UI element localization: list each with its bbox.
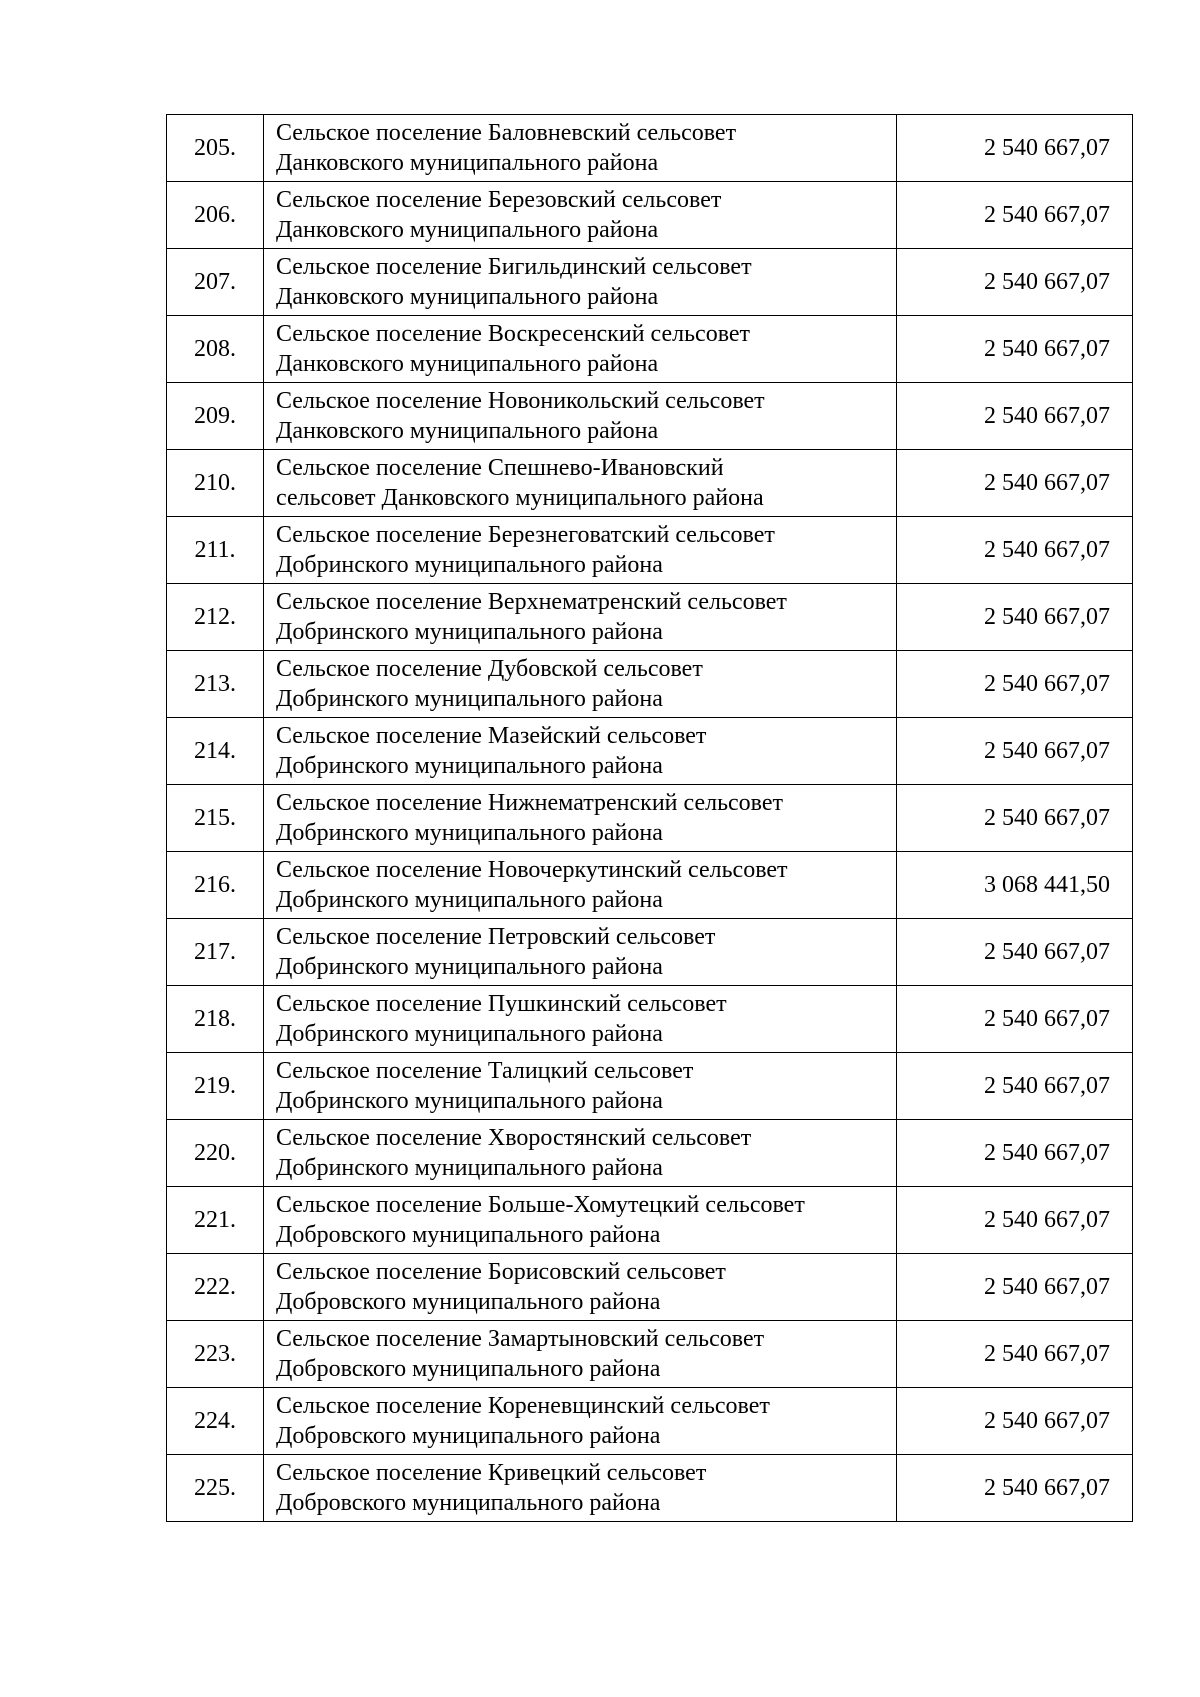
amount: 2 540 667,07 (897, 450, 1133, 517)
settlement-name-line-2: Добринского муниципального района (276, 1021, 663, 1047)
table-row (167, 1321, 1133, 1388)
settlement-name-line-1: Сельское поселение Бигильдинский сельсовет (276, 254, 752, 280)
row-number: 217. (167, 919, 264, 986)
row-number: 213. (167, 651, 264, 718)
row-number: 219. (167, 1053, 264, 1120)
settlement-name (264, 584, 897, 651)
settlement-name-line-2: Данковского муниципального района (276, 284, 659, 310)
settlement-name-line-1: Сельское поселение Березнеговатский сельсовет (276, 522, 775, 548)
table-row (167, 517, 1133, 584)
row-number: 212. (167, 584, 264, 651)
amount: 2 540 667,07 (897, 584, 1133, 651)
table-row (167, 1120, 1133, 1187)
row-number: 205. (167, 115, 264, 182)
settlement-name-line-2: Данковского муниципального района (276, 217, 659, 243)
row-number: 221. (167, 1187, 264, 1254)
amount: 2 540 667,07 (897, 1321, 1133, 1388)
settlement-name-line-2: Добринского муниципального района (276, 1155, 663, 1181)
table-row (167, 316, 1133, 383)
table-row (167, 1254, 1133, 1321)
table-row (167, 1053, 1133, 1120)
row-number: 222. (167, 1254, 264, 1321)
amount: 2 540 667,07 (897, 115, 1133, 182)
settlement-name-line-2: Добринского муниципального района (276, 552, 663, 578)
table-row (167, 115, 1133, 182)
table-row (167, 852, 1133, 919)
amount: 2 540 667,07 (897, 785, 1133, 852)
amount: 2 540 667,07 (897, 383, 1133, 450)
row-number: 218. (167, 986, 264, 1053)
settlement-name-line-2: Добринского муниципального района (276, 820, 663, 846)
row-number: 208. (167, 316, 264, 383)
settlement-name (264, 919, 897, 986)
settlement-name (264, 316, 897, 383)
row-number: 207. (167, 249, 264, 316)
row-number: 224. (167, 1388, 264, 1455)
settlement-name-line-1: Сельское поселение Кривецкий сельсовет (276, 1460, 707, 1486)
amount: 2 540 667,07 (897, 1053, 1133, 1120)
settlement-name-line-2: Добровского муниципального района (276, 1289, 661, 1315)
amount: 2 540 667,07 (897, 986, 1133, 1053)
row-number: 214. (167, 718, 264, 785)
settlement-name-line-2: Добринского муниципального района (276, 686, 663, 712)
table-row (167, 383, 1133, 450)
table-row (167, 584, 1133, 651)
settlement-name-line-2: Добринского муниципального района (276, 619, 663, 645)
table-row (167, 651, 1133, 718)
settlement-name (264, 986, 897, 1053)
settlement-name (264, 182, 897, 249)
settlement-name (264, 450, 897, 517)
settlement-name-line-1: Сельское поселение Петровский сельсовет (276, 924, 716, 950)
settlement-name (264, 249, 897, 316)
settlement-name-line-1: Сельское поселение Березовский сельсовет (276, 187, 722, 213)
settlement-name-line-2: Добровского муниципального района (276, 1490, 661, 1516)
table-row (167, 1455, 1133, 1522)
settlement-name (264, 1388, 897, 1455)
table-row (167, 182, 1133, 249)
row-number: 215. (167, 785, 264, 852)
settlement-name-line-2: Данковского муниципального района (276, 418, 659, 444)
settlement-name-line-2: Данковского муниципального района (276, 351, 659, 377)
amount: 2 540 667,07 (897, 1187, 1133, 1254)
table-row (167, 718, 1133, 785)
amount: 2 540 667,07 (897, 316, 1133, 383)
settlement-name (264, 1321, 897, 1388)
table-row (167, 986, 1133, 1053)
settlement-name (264, 852, 897, 919)
settlement-name-line-1: Сельское поселение Пушкинский сельсовет (276, 991, 727, 1017)
row-number: 220. (167, 1120, 264, 1187)
amount: 2 540 667,07 (897, 1455, 1133, 1522)
settlement-name (264, 1053, 897, 1120)
table-row (167, 785, 1133, 852)
settlement-name-line-2: Добринского муниципального района (276, 753, 663, 779)
settlement-name-line-1: Сельское поселение Воскресенский сельсовет (276, 321, 751, 347)
settlement-name-line-2: Добринского муниципального района (276, 954, 663, 980)
settlement-name-line-1: Сельское поселение Замартыновский сельсовет (276, 1326, 765, 1352)
settlement-name (264, 1254, 897, 1321)
table-row (167, 249, 1133, 316)
settlement-name-line-1: Сельское поселение Нижнематренский сельсовет (276, 790, 784, 816)
amount: 2 540 667,07 (897, 249, 1133, 316)
row-number: 225. (167, 1455, 264, 1522)
settlement-name-line-2: Данковского муниципального района (276, 150, 659, 176)
amount: 2 540 667,07 (897, 919, 1133, 986)
table-body (167, 115, 1133, 1522)
amount: 2 540 667,07 (897, 1388, 1133, 1455)
amount: 2 540 667,07 (897, 1120, 1133, 1187)
settlement-name (264, 115, 897, 182)
row-number: 223. (167, 1321, 264, 1388)
table-row (167, 1388, 1133, 1455)
settlement-name-line-1: Сельское поселение Хворостянский сельсовет (276, 1125, 752, 1151)
amount: 2 540 667,07 (897, 718, 1133, 785)
row-number: 216. (167, 852, 264, 919)
settlement-name-line-1: Сельское поселение Больше-Хомутецкий сельсовет (276, 1192, 805, 1218)
settlement-name-line-1: Сельское поселение Талицкий сельсовет (276, 1058, 694, 1084)
settlement-name (264, 718, 897, 785)
settlement-name-line-1: Сельское поселение Дубовской сельсовет (276, 656, 703, 682)
settlement-name-line-2: Добровского муниципального района (276, 1423, 661, 1449)
settlement-name (264, 1120, 897, 1187)
settlement-name (264, 785, 897, 852)
settlement-name (264, 1187, 897, 1254)
table-row (167, 1187, 1133, 1254)
table-row (167, 919, 1133, 986)
amount: 2 540 667,07 (897, 517, 1133, 584)
settlement-name-line-2: Добринского муниципального района (276, 887, 663, 913)
row-number: 210. (167, 450, 264, 517)
settlement-name (264, 651, 897, 718)
row-number: 206. (167, 182, 264, 249)
amount: 2 540 667,07 (897, 182, 1133, 249)
settlement-name (264, 383, 897, 450)
settlement-name (264, 517, 897, 584)
row-number: 211. (167, 517, 264, 584)
table-row (167, 450, 1133, 517)
settlement-name-line-2: Добровского муниципального района (276, 1356, 661, 1382)
amount: 2 540 667,07 (897, 651, 1133, 718)
settlement-name-line-1: Сельское поселение Мазейский сельсовет (276, 723, 707, 749)
settlement-name-line-2: Добровского муниципального района (276, 1222, 661, 1248)
row-number: 209. (167, 383, 264, 450)
settlement-name-line-1: Сельское поселение Баловневский сельсовет (276, 120, 737, 146)
amount: 3 068 441,50 (897, 852, 1133, 919)
settlement-name-line-1: Сельское поселение Новоникольский сельсовет (276, 388, 765, 414)
settlement-name (264, 1455, 897, 1522)
settlement-name-line-2: Добринского муниципального района (276, 1088, 663, 1114)
settlement-name-line-1: Сельское поселение Новочеркутинский сельсовет (276, 857, 788, 883)
allocation-table (166, 114, 1133, 1522)
settlement-name-line-2: сельсовет Данковского муниципального района (276, 485, 764, 511)
settlement-name-line-1: Сельское поселение Верхнематренский сельсовет (276, 589, 787, 615)
settlement-name-line-1: Сельское поселение Борисовский сельсовет (276, 1259, 726, 1285)
amount: 2 540 667,07 (897, 1254, 1133, 1321)
settlement-name-line-1: Сельское поселение Кореневщинский сельсовет (276, 1393, 770, 1419)
settlement-name-line-1: Сельское поселение Спешнево-Ивановский (276, 455, 724, 481)
